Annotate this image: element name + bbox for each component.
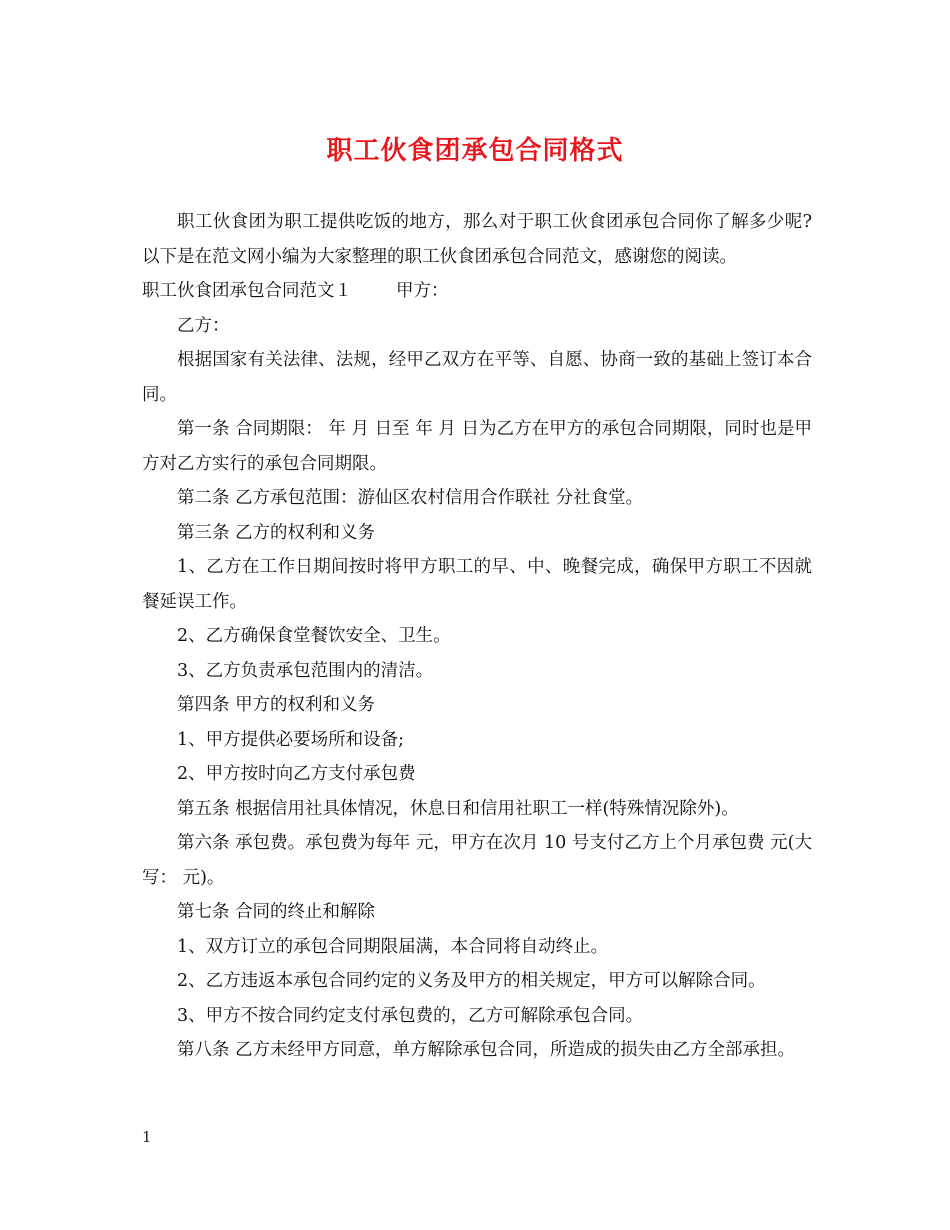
article-3-item-3: 3、乙方负责承包范围内的清洁。 [177,660,434,681]
party-b-label: 乙方： [177,315,230,336]
article-3-item-2: 2、乙方确保食堂餐饮安全、卫生。 [177,626,451,646]
article-4-item-1: 1、甲方提供必要场所和设备; [177,729,405,750]
article-5: 第五条 根据信用社具体情况，休息日和信用社职工一样(特殊情况除外)。 [177,798,739,819]
article-3-item-1: 1、乙方在工作日期间按时将甲方职工的早、中、晚餐完成，确保甲方职工不因就餐延误工作。 [142,557,812,612]
article-4-item-2: 2、甲方按时向乙方支付承包费 [177,764,416,784]
preamble-paragraph: 根据国家有关法律、法规，经甲乙双方在平等、自愿、协商一致的基础上签订本合同。 [142,350,812,405]
article-3: 第三条 乙方的权利和义务 [177,522,376,543]
party-a-label: 甲方： [396,281,449,301]
intro-paragraph: 职工伙食团为职工提供吃饭的地方，那么对于职工伙食团承包合同你了解多少呢?以下是在范文网小编为大家整理的职工伙食团承包合同范文，感谢您的阅读。 [142,212,812,267]
article-7-item-1: 1、双方订立的承包合同期限届满，本合同将自动终止。 [177,936,609,957]
document-body [142,205,812,1068]
article-4: 第四条 甲方的权利和义务 [177,695,376,715]
article-1: 第一条 合同期限： 年 月 日至 年 月 日为乙方在甲方的承包合同期限，同时也是甲方对乙方实行的承包合同期限。 [142,419,812,474]
article-7-item-2: 2、乙方违返本承包合同约定的义务及甲方的相关规定，甲方可以解除合同。 [177,971,766,991]
page-number: 1 [142,1128,152,1146]
document-title: 职工伙食团承包合同格式 [326,136,624,166]
article-7-item-3: 3、甲方不按合同约定支付承包费的，乙方可解除承包合同。 [177,1005,644,1026]
article-6: 第六条 承包费。承包费为每年 元，甲方在次月 10 号支付乙方上个月承包费 元(大写： 元)。 [142,833,812,888]
article-7: 第七条 合同的终止和解除 [177,902,376,922]
article-8: 第八条 乙方未经甲方同意，单方解除承包合同，所造成的损失由乙方全部承担。 [177,1040,796,1060]
article-2: 第二条 乙方承包范围：游仙区农村信用合作联社 分社食堂。 [177,488,644,508]
sample-heading-line [142,274,812,309]
sample-heading: 职工伙食团承包合同范文１ [142,281,352,301]
